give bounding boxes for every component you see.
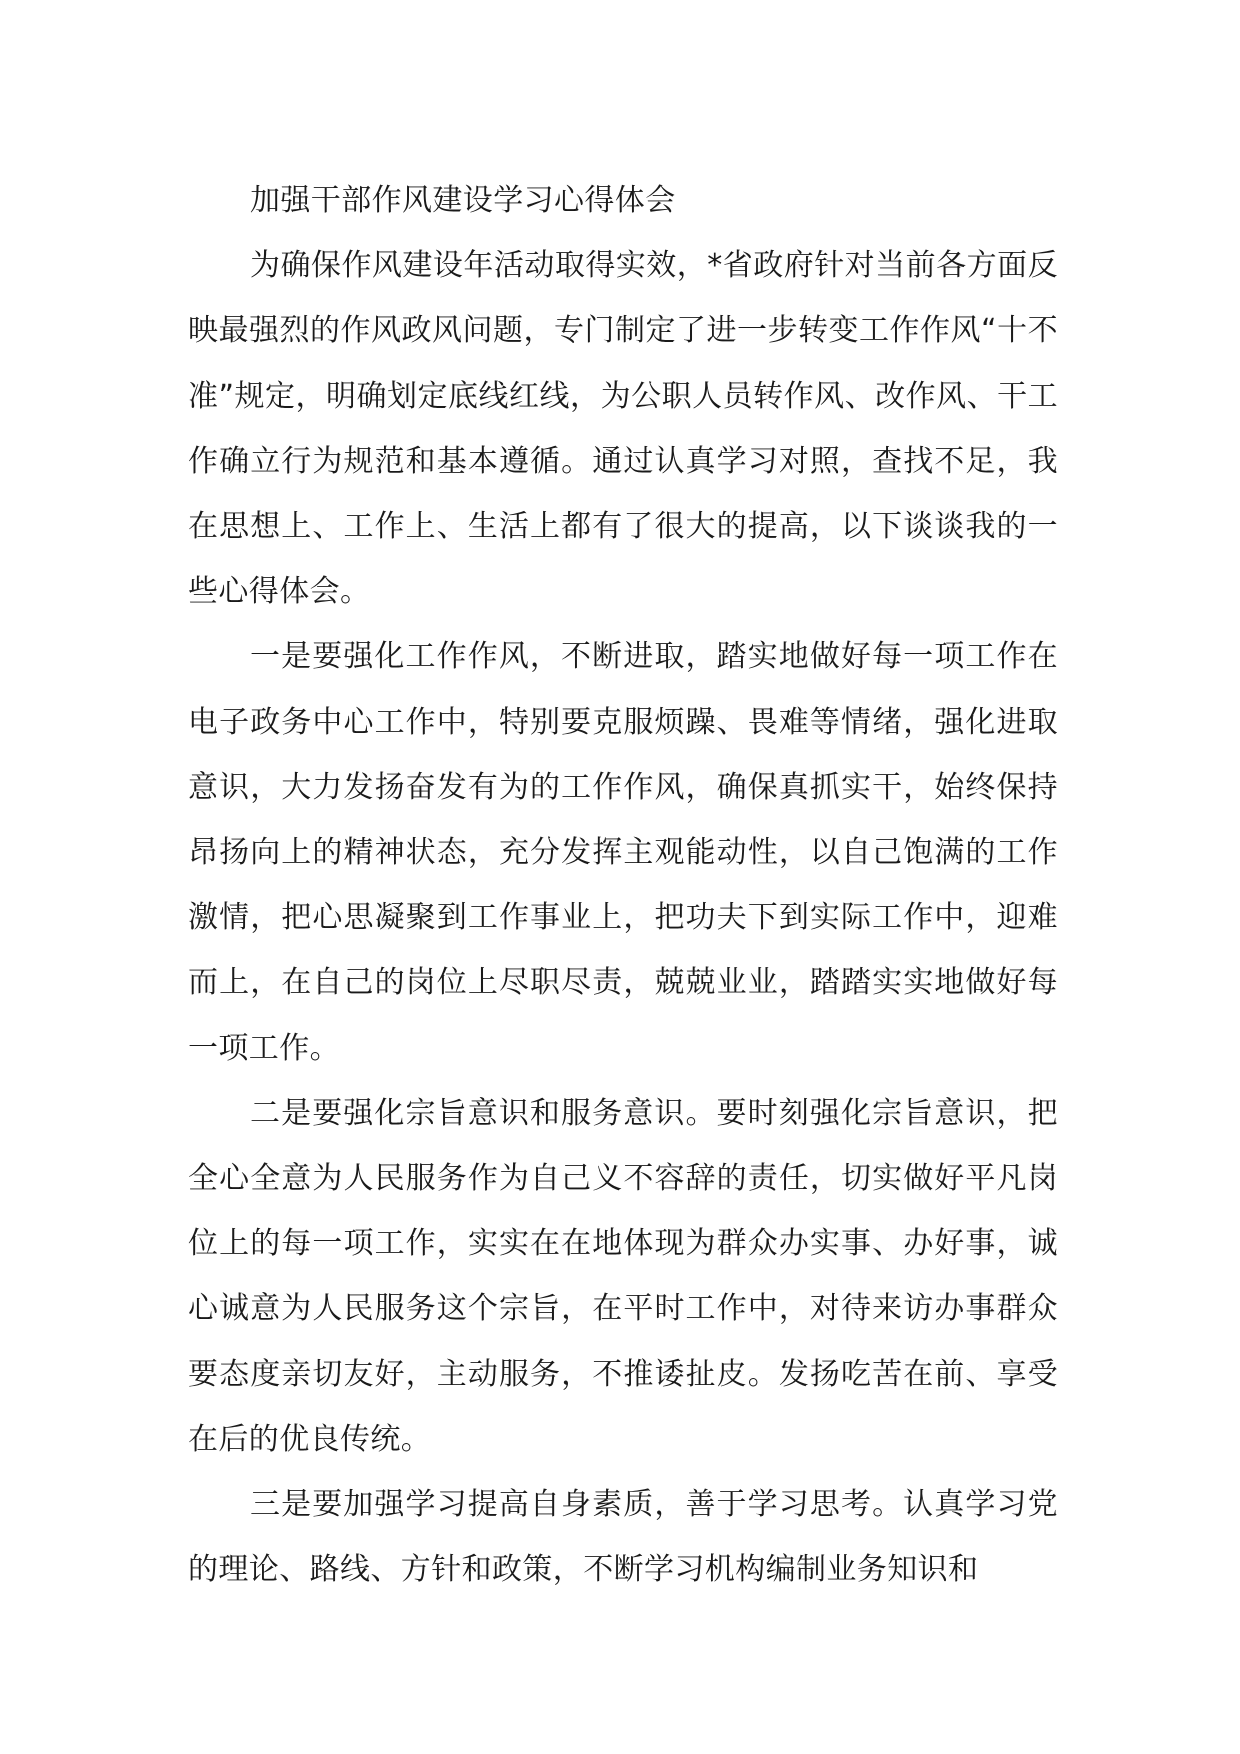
paragraph-point-two: 二是要强化宗旨意识和服务意识。要时刻强化宗旨意识，把全心全意为人民服务作为自己义不容辞的责任，切实做好平凡岗位上的每一项工作，实实在在地体现为群众办实事、办好事，诚心诚意为人民服务这个宗旨，在平时工作中，对待来访办事群众要态度亲切友好，主动服务，不推诿扯皮。发扬吃苦在前、享受在后的优良传统。 xyxy=(188,1095,1058,1457)
paragraph-intro: 为确保作风建设年活动取得实效，*省政府针对当前各方面反映最强烈的作风政风问题，专门制定了进一步转变工作作风“十不准”规定，明确划定底线红线，为公职人员转作风、改作风、干工作确立行为规范和基本遵循。通过认真学习对照，查找不足，我在思想上、工作上、生活上都有了很大的提高，以下谈谈我的一些心得体会。 xyxy=(188,248,1058,610)
paragraph-point-one: 一是要强化工作作风，不断进取，踏实地做好每一项工作在电子政务中心工作中，特别要克服烦躁、畏难等情绪，强化进取意识，大力发扬奋发有为的工作作风，确保真抓实干，始终保持昂扬向上的精神状态，充分发挥主观能动性，以自己饱满的工作激情，把心思凝聚到工作事业上，把功夫下到实际工作中，迎难而上，在自己的岗位上尽职尽责，兢兢业业，踏踏实实地做好每一项工作。 xyxy=(188,639,1058,1066)
paragraph-point-three: 三是要加强学习提高自身素质，善于学习思考。认真学习党的理论、路线、方针和政策，不断学习机构编制业务知识和 xyxy=(188,1487,1058,1588)
document-title: 加强干部作风建设学习心得体会 xyxy=(250,183,676,218)
document-body xyxy=(188,168,1058,1602)
